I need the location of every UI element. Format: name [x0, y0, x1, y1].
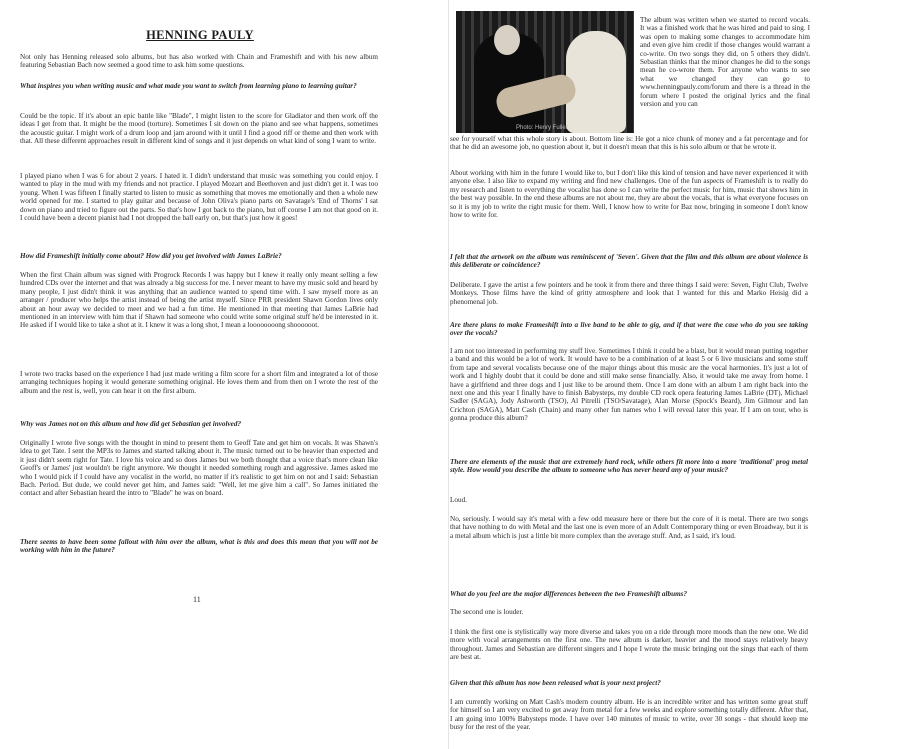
- answer-9: I am currently working on Matt Cash's modern country album. He is an incredible writer and has written some great stuff for himself so I am very excited to get away from metal for a few weeks and explore something totally different. After that, I am going into 100% Babysteps mode. I have over 140 minutes of music to write, over 30 songs - that should keep me busy for the rest of the year.: [450, 698, 808, 732]
- answer-8a: The second one is louder.: [450, 608, 524, 616]
- answer-5: Deliberate. I gave the artist a few pointers and he took it from there and three things I said were: Seven, Fight Club, Twelve Monkeys. Those films have the kind of gritty atmosphere and look that I wanted for this and Marko Heisig did a phenomenal job.: [450, 281, 808, 306]
- question-6: Are there plans to make Frameshift into a live band to be able to gig, and if that were the case who do you see taking over the vocals?: [450, 321, 808, 338]
- answer-2a: When the first Chain album was signed with Progrock Records I was happy but I knew it really only meant selling a few hundred CDs over the internet and that was already a big success for me. I never meant to have my music sold and heard by many people, I just didn't think it was anything that an audience wanted to spend time with. I saw myself more as an arranger / producer who helps the artist instead of being the artist myself. Since PRR president Shawn Gordon lives only about an hour away we decided to meet and we had a fun time. He mentioned in that meeting that James LaBrie had mentioned in an interview with him that if Shawn had someone who could write some original stuff he'd be interested in it. He asked if I would like to take a shot at it. I knew it was a long shot, I mean a loooooooong shoooooot.: [20, 271, 378, 330]
- article-title: HENNING PAULY: [146, 28, 254, 42]
- question-2: How did Frameshift initially come about? How did you get involved with James LaBrie?: [20, 252, 282, 260]
- answer-6: I am not too interested in performing my stuff live. Sometimes I think it could be a blast, but it would mean putting together a band and this would be a lot of work. It would have to be a combination of at least 5 or 6 live musicians and some stuff from tape and several vocalists because one of the major things about this music are the vocal harmonies. It's just a lot of work and I highly doubt that it could be done and still make sense financially. Also, it would take me away from home. I have a girlfriend and three dogs and I just like to be around them. Once I am done with an album I am right back into the next one and this year I finally have to finish Babysteps, my double CD rock opera featuring James LaBrie (DT), Michael Sadler (SAGA), Jody Ashworth (TSO), Al Pitrelli (TSO/Savatage), Alan Morse (Spock's Beard), Jim Gilmour and Ian Crichton (SAGA), Matt Cash (Chain) and many other fun names who I will reveal later this year. If I am on tour, who is gonna produce this album?: [450, 347, 808, 423]
- question-3: Why was James not on this album and how did get Sebastian get involved?: [20, 420, 242, 428]
- answer-3: Originally I wrote five songs with the thought in mind to present them to Geoff Tate and get him on vocals. It was Shawn's idea to get Tate. I sent the MP3s to James and started talking about it. The music turned out to be heavier than expected and it just didn't seem right for Tate. I love his voice and so does James but we both thought that a voice that's more clean like Geoff's or James' just wouldn't be right anymore. We thought it needed something rough and aggressive. James asked me who I would pick if I could have any vocalist in the world, no matter if it's realistic to get him on not and I said: Sebastian Bach. Period. But dude, we could never get him, and James said: "Well, let me give him a call". So James initiated the contact and after Sebastian heard the intro to "Blade" he was on board.: [20, 439, 378, 498]
- photo: [456, 11, 634, 133]
- answer-8b: I think the first one is stylistically way more diverse and takes you on a ride through more moods than the new one. We did more with vocal arrangements on the first one. The new album is darker, heavier and the mood stays relatively heavy throughout. James and Sebastian are different singers and I hope I wrote the music bringing out the sings that each of them are best at.: [450, 628, 808, 662]
- page-number: 11: [193, 595, 201, 604]
- blonde-figure: [566, 31, 626, 133]
- answer-2b: I wrote two tracks based on the experience I had just made writing a film score for a short film and integrated a lot of those arranging techniques hoping it would generate something original. He loves them and from then on I wrote the rest of the album and the rest is, well, you can hear it on the first album.: [20, 370, 378, 395]
- question-8: What do you feel are the major differences between the two Frameshift albums?: [450, 590, 688, 598]
- answer-7b: No, seriously. I would say it's metal with a few odd measure here or there but the core of it is metal. There are two songs that have nothing to do with Metal and the last one is even more of an Adult Contemporary thing or even Broadway, but it is a metal album which is just a little bit more complex than the average stuff. And, as I said, it's loud.: [450, 515, 808, 540]
- answer-4c: About working with him in the future I would like to, but I don't like this kind of tension and have never experienced it with anyone else. I also like to expand my writing and find new challenges. One of the fun aspects of Frameshift is to really do my research and listen to everything the vocalist has done so I can write the perfect music for him, music that shows him in the best way possible. In the end these albums are not about me, they are about the vocals, that is what everyone focuses on so it is my job to write the right music for them. Well, I know how to write for Baz now, bringing in someone I don't know how to write for.: [450, 169, 808, 220]
- answer-4b: see for yourself what this whole story is about. Bottom line is: He got a nice chunk of money and a fat percentage and for that he did an awesome job, no question about it, but it doesn't mean that this is his solo album or that he wrote it.: [450, 135, 808, 152]
- answer-1a: Could be the topic. If it's about an epic battle like "Blade", I might listen to the score for Gladiator and then work off the ideas I get from that. It might be the mood (torture). Sometimes I sit down on the piano and see what happens, sometimes the acoustic guitar. I might work of a drum loop and jam around with it until I find a good riff or theme and then work with that. All these different approaches result in different kind of songs and it just depends on what kind of song I want to write.: [20, 112, 378, 146]
- answer-4a: The album was written when we started to record vocals. It was a finished work that he was hired and paid to sing. I was open to making some changes to accommodate him and even give him credit if those changes would warrant a co-write. On two songs they did, on 5 others they didn't. Sebastian thinks that the minor changes he did to the songs mean he co-wrote them. For anyone who wants to see what we changed they can go to www.henningpauly.com/forum and there is a thread in the forum where I posted the original lyrics and the final version and you can: [640, 16, 810, 109]
- question-1: What inspires you when writing music and what made you want to switch from learning piano to learning guitar?: [20, 82, 357, 90]
- question-4: There seems to have been some fallout with him over the album, what is this and does this mean that you will not be working with him in the future?: [20, 538, 378, 555]
- answer-1b: I played piano when I was 6 for about 2 years. I hated it. I didn't understand that music was something you could enjoy. I wanted to play in the mud with my friends and not practice. I played Mozart and Beethoven and just didn't get it. I was too young. When I was fifteen I finally started to listen to music as something that moves me emotionally and then a whole new world opened for me. I started to play guitar and because of John Oliva's piano parts on Savatage's 'End of Thorns' I sat down on piano and tried to figure out the parts. So that's how I got back to the piano, but off course I am not that good on it. I could have been a decent pianist had I not dropped the ball early on, but that's just how it goes!: [20, 172, 378, 223]
- intro-paragraph: Not only has Henning released solo albums, but has also worked with Chain and Frameshift and with his new album featuring Sebastian Bach now seemed a good time to ask him some questions.: [20, 53, 378, 70]
- question-5: I felt that the artwork on the album was reminiscent of 'Seven'. Given that the film and this album are about violence is this deliberate or coincidence?: [450, 253, 808, 270]
- answer-7a: Loud.: [450, 496, 467, 504]
- question-7: There are elements of the music that are extremely hard rock, while others fit more into a more 'traditional' prog metal style. How would you describe the album to someone who has never heard any of your music?: [450, 458, 808, 475]
- question-9: Given that this album has now been released what is your next project?: [450, 679, 661, 687]
- photo-credit: Photo: Henry Fuller: [516, 125, 568, 131]
